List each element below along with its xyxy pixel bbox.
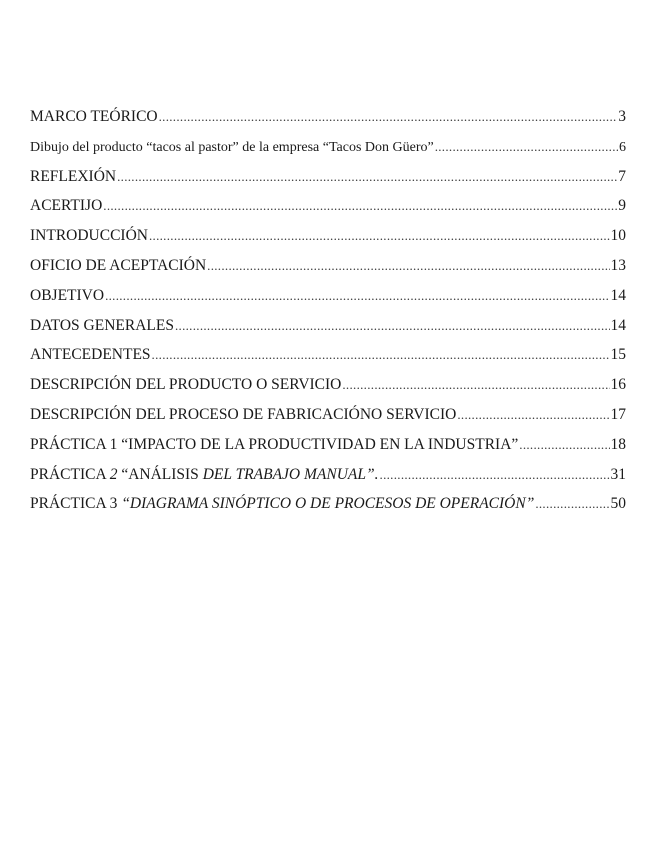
toc-title-segment: DEL TRABAJO MANUAL”.: [202, 465, 379, 483]
toc-entry[interactable]: [30, 400, 626, 430]
toc-page-number: 14: [610, 286, 626, 304]
toc-page-number: 9: [618, 197, 626, 215]
dot-leader: [175, 311, 610, 341]
toc-title-segment: PRÁCTICA: [30, 465, 110, 483]
dot-leader: [103, 191, 617, 221]
dot-leader: [457, 400, 609, 430]
toc-entry[interactable]: [30, 281, 626, 311]
table-of-contents: [30, 102, 626, 519]
toc-page-number: 31: [610, 465, 626, 483]
dot-leader: [519, 430, 609, 460]
toc-title-segment: ANTECEDENTES: [30, 346, 151, 364]
toc-title-segment: INTRODUCCIÓN: [30, 227, 148, 245]
toc-entry[interactable]: [30, 430, 626, 460]
toc-title-segment: DATOS GENERALES: [30, 316, 174, 334]
toc-page-number: 50: [610, 495, 626, 513]
toc-page-number: 10: [610, 227, 626, 245]
toc-title-segment: OBJETIVO: [30, 286, 105, 304]
toc-entry-title: [30, 370, 341, 400]
toc-page-number: 3: [618, 108, 626, 125]
toc-entry[interactable]: [30, 370, 626, 400]
dot-leader: [207, 251, 609, 281]
toc-entry[interactable]: [30, 340, 626, 370]
toc-entry-title: [30, 340, 151, 370]
toc-entry[interactable]: [30, 311, 626, 341]
toc-entry-title: [30, 311, 174, 341]
toc-title-segment: 2: [109, 465, 118, 483]
toc-entry[interactable]: [30, 460, 626, 490]
toc-entry[interactable]: [30, 102, 626, 132]
toc-title-segment: DESCRIPCIÓN DEL PROCESO DE FABRICACIÓNO SERVICIO: [30, 405, 457, 423]
toc-title-segment: “DIAGRAMA SINÓPTICO O DE PROCESOS DE OPERACIÓN”: [121, 495, 535, 513]
toc-title-segment: PRÁCTICA 3: [30, 495, 122, 513]
toc-title-segment: OFICIO DE ACEPTACIÓN: [30, 256, 207, 274]
dot-leader: [535, 489, 609, 519]
dot-leader: [117, 162, 617, 192]
toc-entry-title: [30, 430, 518, 460]
dot-leader: [159, 102, 618, 132]
toc-page-number: 17: [610, 405, 626, 423]
toc-entry[interactable]: [30, 251, 626, 281]
toc-entry-title: [30, 162, 116, 192]
toc-entry-title: [30, 460, 379, 490]
toc-title-segment: MARCO TEÓRICO: [30, 108, 158, 125]
toc-page-number: 13: [610, 256, 626, 274]
dot-leader: [105, 281, 609, 311]
toc-entry-title: [30, 191, 102, 221]
toc-entry-title: [30, 133, 434, 163]
toc-page-number: 18: [610, 435, 626, 453]
toc-entry-title: [30, 400, 456, 430]
dot-leader: [152, 340, 610, 370]
toc-title-segment: ACERTIJO: [30, 197, 103, 215]
toc-page-number: 14: [610, 316, 626, 334]
toc-page-number: 15: [610, 346, 626, 364]
toc-title-segment: REFLEXIÓN: [30, 167, 117, 185]
toc-title-segment: DESCRIPCIÓN DEL PRODUCTO O SERVICIO: [30, 376, 342, 394]
toc-entry[interactable]: [30, 162, 626, 192]
dot-leader: [380, 460, 610, 490]
dot-leader: [149, 221, 610, 251]
toc-entry[interactable]: [30, 221, 626, 251]
toc-entry-title: [30, 221, 148, 251]
toc-page-number: 7: [618, 167, 626, 185]
toc-title-segment: Dibujo del producto “tacos al pastor” de la empresa “Tacos Don Güero”: [30, 139, 434, 155]
toc-page-number: 16: [610, 376, 626, 394]
dot-leader: [342, 370, 609, 400]
toc-entry-title: [30, 489, 534, 519]
toc-entry[interactable]: [30, 191, 626, 221]
toc-entry[interactable]: [30, 132, 626, 162]
toc-title-segment: “ANÁLISIS: [117, 465, 203, 483]
toc-entry-title: [30, 281, 104, 311]
dot-leader: [435, 132, 618, 162]
toc-page-number: 6: [619, 139, 626, 155]
toc-entry[interactable]: [30, 489, 626, 519]
toc-entry-title: [30, 102, 158, 132]
toc-entry-title: [30, 251, 206, 281]
toc-title-segment: PRÁCTICA 1 “IMPACTO DE LA PRODUCTIVIDAD EN LA INDUSTRIA”: [30, 435, 519, 453]
